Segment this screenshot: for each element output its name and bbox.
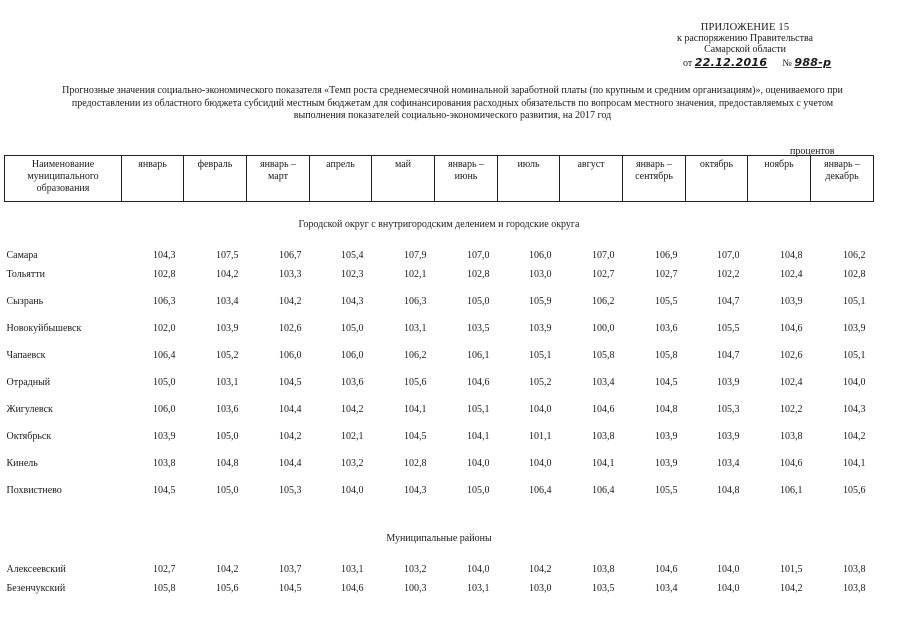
table-row <box>5 230 874 261</box>
value-cell: 104,8 <box>216 458 239 469</box>
value-cell: 103,4 <box>216 296 239 307</box>
header-period-7: июль <box>498 156 560 202</box>
value-cell: 104,4 <box>279 458 302 469</box>
value-cell: 105,4 <box>341 250 364 261</box>
value-cell: 104,1 <box>843 458 866 469</box>
value-cell: 103,9 <box>717 431 740 442</box>
value-cell: 106,1 <box>780 485 803 496</box>
value-cell: 103,1 <box>341 564 364 575</box>
value-cell: 104,0 <box>467 458 490 469</box>
value-cell: 105,0 <box>341 323 364 334</box>
value-cell: 104,6 <box>592 404 615 415</box>
value-cell: 103,2 <box>404 564 427 575</box>
value-cell: 105,0 <box>216 431 239 442</box>
value-cell: 103,9 <box>655 458 678 469</box>
value-cell: 104,1 <box>404 404 427 415</box>
value-cell: 104,6 <box>780 323 803 334</box>
header-period-2: февраль <box>184 156 247 202</box>
municipality-name: Похвистнево <box>6 485 62 496</box>
value-cell: 105,1 <box>843 350 866 361</box>
value-cell: 104,2 <box>279 296 302 307</box>
value-cell: 103,5 <box>592 583 615 594</box>
municipality-name: Безенчукский <box>6 583 66 594</box>
value-cell: 103,8 <box>843 583 866 594</box>
value-cell: 104,1 <box>467 431 490 442</box>
value-cell: 104,6 <box>467 377 490 388</box>
heading-line-2: предоставлении из областного бюджета субсидий местным бюджетам для софинансирования расходных обязательств по вопросам местного значения, предоставляемых с учетом <box>71 97 834 109</box>
value-cell: 104,0 <box>717 564 740 575</box>
value-cell: 104,6 <box>780 458 803 469</box>
table-header-row <box>5 156 874 202</box>
value-cell: 102,0 <box>153 323 176 334</box>
value-cell: 105,8 <box>153 583 176 594</box>
value-cell: 104,2 <box>780 583 803 594</box>
value-cell: 103,8 <box>780 431 803 442</box>
value-cell: 102,6 <box>279 323 302 334</box>
value-cell: 106,1 <box>467 350 490 361</box>
value-cell: 104,0 <box>843 377 866 388</box>
value-cell: 102,4 <box>780 269 803 280</box>
value-cell: 102,8 <box>404 458 427 469</box>
order-from-label: от <box>683 58 693 69</box>
value-cell: 103,8 <box>153 458 176 469</box>
value-cell: 104,5 <box>655 377 678 388</box>
value-cell: 104,1 <box>592 458 615 469</box>
value-cell: 102,2 <box>780 404 803 415</box>
value-cell: 104,2 <box>341 404 364 415</box>
value-cell: 103,1 <box>216 377 239 388</box>
value-cell: 105,3 <box>279 485 302 496</box>
value-cell: 106,0 <box>529 250 552 261</box>
value-cell: 104,7 <box>717 296 740 307</box>
municipality-name: Алексеевский <box>6 564 66 575</box>
value-cell: 103,1 <box>467 583 490 594</box>
value-cell: 105,0 <box>467 296 490 307</box>
value-cell: 103,9 <box>717 377 740 388</box>
value-cell: 103,9 <box>843 323 866 334</box>
value-cell: 103,8 <box>592 431 615 442</box>
value-cell: 104,5 <box>279 583 302 594</box>
value-cell: 103,5 <box>467 323 490 334</box>
value-cell: 103,7 <box>279 564 302 575</box>
value-cell: 100,3 <box>404 583 427 594</box>
value-cell: 103,9 <box>655 431 678 442</box>
value-cell: 103,4 <box>592 377 615 388</box>
value-cell: 103,6 <box>341 377 364 388</box>
value-cell: 103,0 <box>529 583 552 594</box>
value-cell: 103,8 <box>843 564 866 575</box>
value-cell: 107,5 <box>216 250 239 261</box>
value-cell: 103,9 <box>153 431 176 442</box>
value-cell: 104,5 <box>279 377 302 388</box>
value-cell: 103,9 <box>780 296 803 307</box>
value-cell: 107,0 <box>467 250 490 261</box>
value-cell: 106,4 <box>592 485 615 496</box>
value-cell: 104,6 <box>655 564 678 575</box>
value-cell: 104,2 <box>216 564 239 575</box>
order-number-label: № <box>782 58 792 69</box>
value-cell: 105,3 <box>717 404 740 415</box>
table-row <box>5 575 874 602</box>
table-row <box>5 315 874 342</box>
value-cell: 100,0 <box>592 323 615 334</box>
value-cell: 104,3 <box>843 404 866 415</box>
appendix-title: ПРИЛОЖЕНИЕ 15 <box>700 22 790 33</box>
section-title: Муниципальные районы <box>386 533 492 544</box>
unit-label: процентов <box>790 146 835 157</box>
value-cell: 106,2 <box>404 350 427 361</box>
value-cell: 104,0 <box>467 564 490 575</box>
value-cell: 105,8 <box>655 350 678 361</box>
value-cell: 102,2 <box>717 269 740 280</box>
value-cell: 102,6 <box>780 350 803 361</box>
value-cell: 101,1 <box>529 431 552 442</box>
value-cell: 107,0 <box>717 250 740 261</box>
value-cell: 104,2 <box>216 269 239 280</box>
value-cell: 104,6 <box>341 583 364 594</box>
value-cell: 104,5 <box>404 431 427 442</box>
section-row <box>5 202 874 231</box>
value-cell: 105,1 <box>843 296 866 307</box>
municipality-name: Сызрань <box>6 296 44 307</box>
value-cell: 103,4 <box>717 458 740 469</box>
value-cell: 105,6 <box>404 377 427 388</box>
value-cell: 103,9 <box>529 323 552 334</box>
table-row <box>5 450 874 477</box>
table-row <box>5 544 874 575</box>
value-cell: 105,5 <box>655 296 678 307</box>
value-cell: 104,3 <box>341 296 364 307</box>
value-cell: 104,5 <box>153 485 176 496</box>
header-period-6: январь – июнь <box>435 156 498 202</box>
value-cell: 102,1 <box>404 269 427 280</box>
municipality-name: Чапаевск <box>6 350 46 361</box>
value-cell: 106,0 <box>153 404 176 415</box>
value-cell: 105,0 <box>467 485 490 496</box>
section-row <box>5 504 874 544</box>
value-cell: 105,0 <box>153 377 176 388</box>
value-cell: 104,2 <box>529 564 552 575</box>
value-cell: 106,4 <box>529 485 552 496</box>
value-cell: 102,8 <box>467 269 490 280</box>
table-row <box>5 261 874 288</box>
value-cell: 104,0 <box>717 583 740 594</box>
value-cell: 103,1 <box>404 323 427 334</box>
municipality-name: Кинель <box>6 458 38 469</box>
value-cell: 103,9 <box>216 323 239 334</box>
value-cell: 103,6 <box>655 323 678 334</box>
municipality-name: Отрадный <box>6 377 51 388</box>
value-cell: 105,9 <box>529 296 552 307</box>
value-cell: 106,9 <box>655 250 678 261</box>
appendix-line-2: Самарской области <box>704 44 786 55</box>
indicator-table <box>4 155 874 602</box>
value-cell: 102,8 <box>843 269 866 280</box>
value-cell: 102,1 <box>341 431 364 442</box>
value-cell: 106,3 <box>404 296 427 307</box>
order-number: 988-р <box>794 56 832 69</box>
municipality-name: Самара <box>6 250 38 261</box>
table-row <box>5 369 874 396</box>
value-cell: 105,5 <box>655 485 678 496</box>
value-cell: 103,3 <box>279 269 302 280</box>
value-cell: 101,5 <box>780 564 803 575</box>
table-body <box>5 202 874 603</box>
value-cell: 102,7 <box>655 269 678 280</box>
municipality-name: Жигулевск <box>6 404 53 415</box>
table-row <box>5 477 874 504</box>
value-cell: 105,6 <box>216 583 239 594</box>
order-reference <box>683 56 831 69</box>
table-row <box>5 423 874 450</box>
value-cell: 103,2 <box>341 458 364 469</box>
value-cell: 107,9 <box>404 250 427 261</box>
value-cell: 105,8 <box>592 350 615 361</box>
value-cell: 105,0 <box>216 485 239 496</box>
value-cell: 103,4 <box>655 583 678 594</box>
value-cell: 104,7 <box>717 350 740 361</box>
value-cell: 103,8 <box>592 564 615 575</box>
appendix-line-1: к распоряжению Правительства <box>676 33 813 44</box>
value-cell: 104,0 <box>341 485 364 496</box>
header-period-9: январь – сентябрь <box>623 156 686 202</box>
value-cell: 104,8 <box>655 404 678 415</box>
heading-line-1: Прогнозные значения социально-экономического показателя «Темп роста среднемесячной номинальной заработной платы (по крупным и средним организациям)», оцениваемого при <box>62 85 843 96</box>
header-period-1: январь <box>122 156 184 202</box>
header-name-column: Наименование муниципального образования <box>5 156 122 202</box>
value-cell: 106,4 <box>153 350 176 361</box>
value-cell: 105,1 <box>467 404 490 415</box>
value-cell: 104,3 <box>153 250 176 261</box>
value-cell: 105,6 <box>843 485 866 496</box>
value-cell: 102,7 <box>153 564 176 575</box>
value-cell: 104,2 <box>279 431 302 442</box>
value-cell: 106,7 <box>279 250 302 261</box>
header-period-4: апрель <box>310 156 372 202</box>
municipality-name: Тольятти <box>6 269 45 280</box>
section-title: Городской округ с внутригородским делением и городские округа <box>298 219 580 230</box>
heading-line-3: выполнения показателей социально-экономического развития, на 2017 год <box>293 110 612 121</box>
value-cell: 106,2 <box>592 296 615 307</box>
appendix-block <box>660 22 830 55</box>
header-period-5: май <box>372 156 435 202</box>
order-date: 22.12.2016 <box>694 56 768 69</box>
value-cell: 106,3 <box>153 296 176 307</box>
value-cell: 105,5 <box>717 323 740 334</box>
value-cell: 102,4 <box>780 377 803 388</box>
header-period-3: январь – март <box>247 156 310 202</box>
value-cell: 102,3 <box>341 269 364 280</box>
value-cell: 104,3 <box>404 485 427 496</box>
value-cell: 104,8 <box>780 250 803 261</box>
header-period-8: август <box>560 156 623 202</box>
header-period-12: январь – декабрь <box>811 156 874 202</box>
document-heading <box>0 85 905 123</box>
value-cell: 106,2 <box>843 250 866 261</box>
table-row <box>5 342 874 369</box>
value-cell: 106,0 <box>341 350 364 361</box>
header-period-10: октябрь <box>686 156 748 202</box>
value-cell: 104,8 <box>717 485 740 496</box>
value-cell: 102,8 <box>153 269 176 280</box>
municipality-name: Октябрьск <box>6 431 52 442</box>
value-cell: 104,4 <box>279 404 302 415</box>
value-cell: 104,2 <box>843 431 866 442</box>
value-cell: 104,0 <box>529 404 552 415</box>
municipality-name: Новокуйбышевск <box>6 323 82 334</box>
value-cell: 103,0 <box>529 269 552 280</box>
value-cell: 105,1 <box>529 350 552 361</box>
value-cell: 105,2 <box>216 350 239 361</box>
value-cell: 103,6 <box>216 404 239 415</box>
header-period-11: ноябрь <box>748 156 811 202</box>
value-cell: 104,0 <box>529 458 552 469</box>
value-cell: 107,0 <box>592 250 615 261</box>
table-row <box>5 288 874 315</box>
table-row <box>5 396 874 423</box>
value-cell: 105,2 <box>529 377 552 388</box>
value-cell: 102,7 <box>592 269 615 280</box>
value-cell: 106,0 <box>279 350 302 361</box>
